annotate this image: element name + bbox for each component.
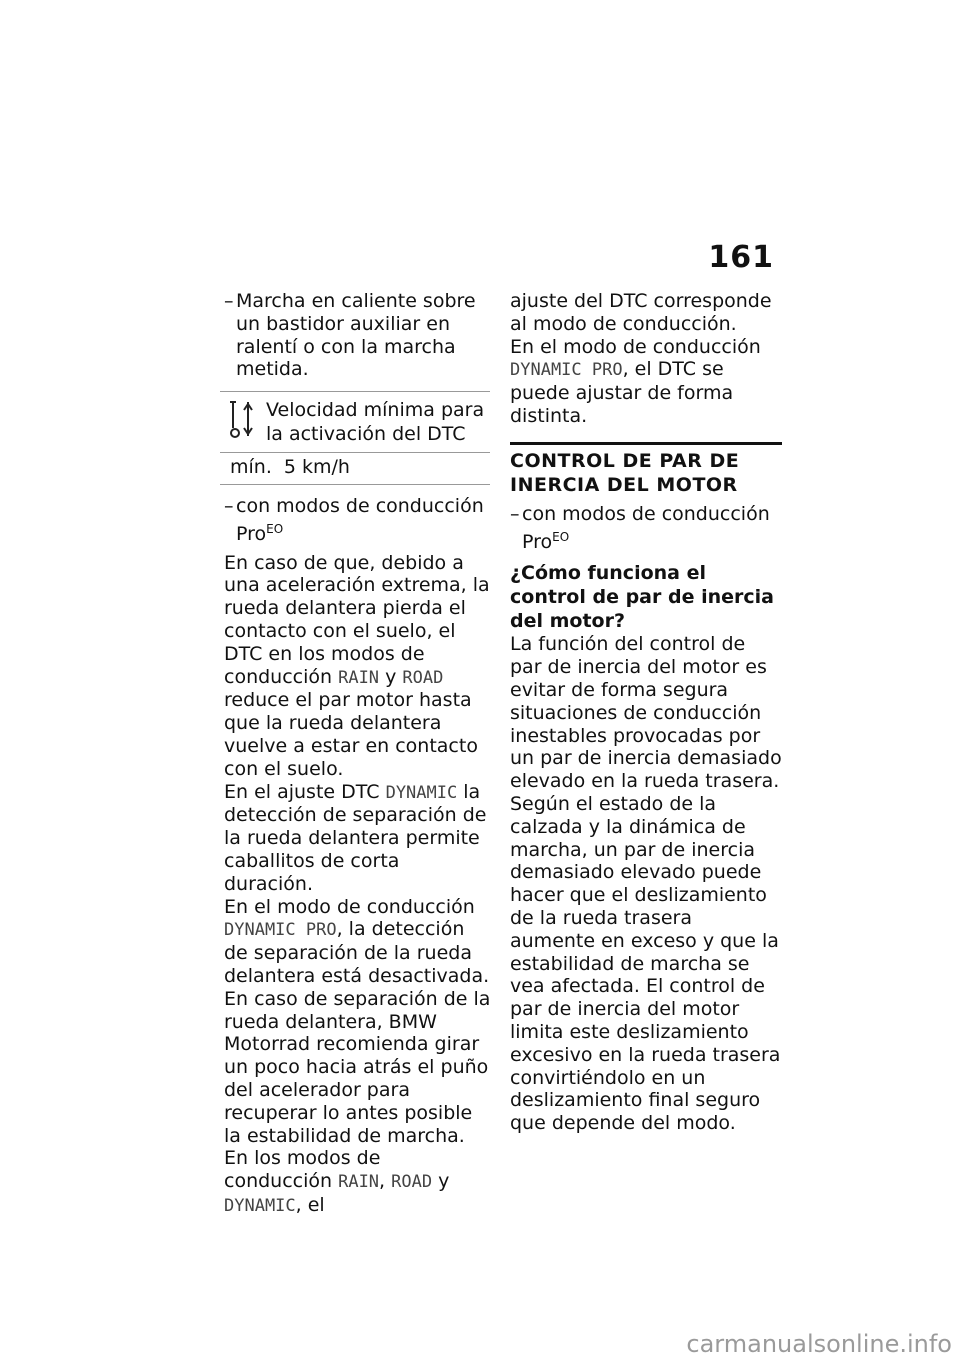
bullet-item xyxy=(510,503,782,554)
spec-table-title: Velocidad mínima para la activación del DTC xyxy=(266,399,485,446)
mode-label: ROAD xyxy=(391,1172,433,1193)
bullet-item xyxy=(224,290,494,381)
bullet-text-main: con modos de conducción Pro xyxy=(522,502,770,553)
paragraph: En el modo de conducción DYNAMIC PRO, el DTC se puede ajustar de forma distinta. xyxy=(510,335,761,427)
bullet-dash: – xyxy=(510,502,520,525)
section-divider xyxy=(510,442,782,445)
paragraph: ajuste del DTC corresponde al modo de conducción. xyxy=(510,290,772,335)
paragraph: En el modo de conducción DYNAMIC PRO, la detección de separación de la rueda delantera está desactivada. xyxy=(224,895,490,987)
mode-label: RAIN xyxy=(338,1172,380,1193)
bullet-text xyxy=(236,495,494,546)
mode-label: DYNAMIC PRO xyxy=(224,920,337,941)
page-number: 161 xyxy=(708,240,774,275)
paragraph: En caso de que, debido a una aceleración extrema, la rueda delantera pierda el contacto con el suelo, el DTC en los modos de conducción RAIN y ROAD reduce el par motor hasta que la rueda delantera vuelve a estar en contacto con el suelo. xyxy=(224,551,490,780)
spec-label: mín. xyxy=(230,456,272,479)
right-column xyxy=(510,290,782,1135)
left-column xyxy=(224,290,494,1218)
bullet-item xyxy=(224,495,494,546)
bullet-superscript: EO xyxy=(552,529,570,544)
paragraph: La función del control de par de inercia del motor es evitar de forma segura situaciones de conducción inestables provocadas por un par de inercia demasiado elevado en la rueda trasera. Según el estado de la calzada y la dinámica de marcha, un par de inercia demasiado elevado puede hacer que el deslizamiento de la rueda trasera aumente en exceso y que la estabilidad de marcha se vea afectada. El control de par de inercia del motor limita este deslizamiento excesivo en la rueda trasera convirtiéndolo en un deslizamiento final seguro que depende del modo. xyxy=(510,633,782,1135)
spec-value: 5 km/h xyxy=(283,456,350,479)
mode-label: DYNAMIC PRO xyxy=(510,360,623,381)
bullet-text xyxy=(522,503,782,554)
question-heading: ¿Cómo funciona el control de par de inercia del motor? xyxy=(510,562,774,633)
spec-table-header xyxy=(220,392,490,453)
bullet-superscript: EO xyxy=(266,521,284,536)
paragraph: En el ajuste DTC DYNAMIC la detección de separación de la rueda delantera permite caballitos de corta duración. xyxy=(224,780,487,895)
mode-label: DYNAMIC xyxy=(224,1195,296,1216)
bullet-text-main: con modos de conducción Pro xyxy=(236,494,484,545)
gauge-icon xyxy=(230,400,254,440)
spec-table xyxy=(220,391,490,485)
mode-label: ROAD xyxy=(402,667,444,688)
spec-table-row xyxy=(220,453,490,484)
section-title: CONTROL DE PAR DE INERCIA DEL MOTOR xyxy=(510,449,740,496)
mode-label: RAIN xyxy=(338,667,380,688)
paragraph: En los modos de conducción RAIN, ROAD y DYNAMIC, el xyxy=(224,1147,450,1216)
bullet-text: Marcha en caliente sobre un bastidor auxiliar en ralentí o con la marcha metida. xyxy=(236,290,476,381)
bullet-dash: – xyxy=(224,494,234,517)
watermark: carmanualsonline.info xyxy=(686,1330,952,1358)
paragraph: En caso de separación de la rueda delantera, BMW Motorrad recomienda girar un poco hacia atrás el puño del acelerador para recuperar lo antes posible la estabilidad de marcha. xyxy=(224,987,491,1147)
bullet-dash: – xyxy=(224,290,234,312)
mode-label: DYNAMIC xyxy=(385,782,458,803)
